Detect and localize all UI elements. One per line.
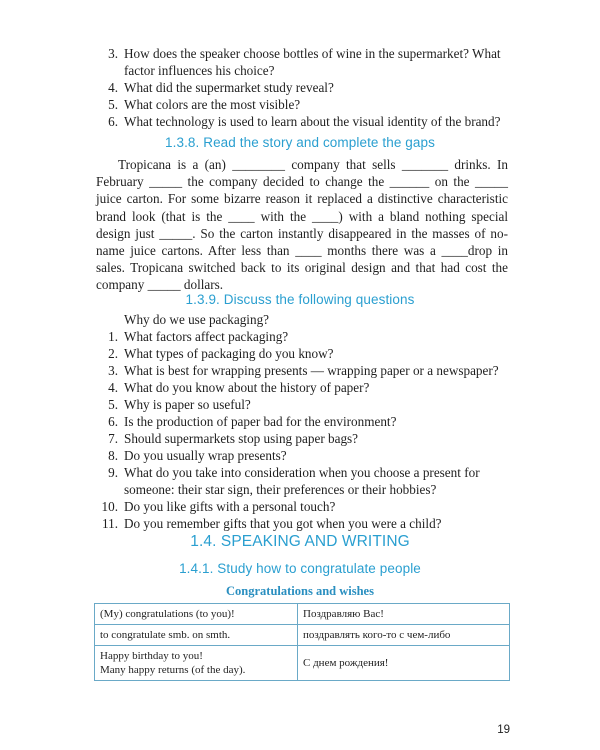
- question-item: [98, 515, 508, 532]
- question-text: What do you know about the history of paper?: [124, 380, 370, 395]
- story-text: Tropicana is a (an) ________ company that sells _______ drinks. In February _____ the company decided to change the ______ on the _____ juice carton. For some bizarre reason it replaced a distinctive characteristic brand look (that is the ____ with the ____) with a bland nothing special design just _____. So the carton instantly disappeared in the masses of no-name juice cartons. After less than ____ months there was a ____drop in sales. Tropicana switched back to its original design and that had cost the company _____ dollars.: [96, 157, 508, 293]
- page-number: 19: [497, 724, 510, 736]
- section-heading-1-4-1: 1.4.1. Study how to congratulate people: [179, 561, 421, 576]
- question-item: [98, 464, 508, 498]
- question-text: Why is paper so useful?: [124, 397, 251, 412]
- question-text: Why do we use packaging?: [124, 312, 270, 327]
- table-title: Congratulations and wishes: [226, 584, 374, 598]
- question-number: 3.: [108, 363, 118, 378]
- question-item: [98, 447, 508, 464]
- congratulations-table: [94, 603, 510, 681]
- question-text: What do you take into consideration when you choose a present for someone: their star sign, their preferences or their hobbies?: [124, 465, 480, 497]
- question-number: 10.: [101, 499, 118, 514]
- question-text: What technology is used to learn about the visual identity of the brand?: [124, 114, 501, 129]
- question-item: [98, 311, 508, 328]
- question-text: Should supermarkets stop using paper bags?: [124, 431, 359, 446]
- question-item: [98, 345, 508, 362]
- question-number: 3.: [108, 46, 118, 61]
- question-text: What did the supermarket study reveal?: [124, 80, 334, 95]
- english-phrase-cell: Happy birthday to you! Many happy returns (of the day).: [95, 646, 298, 681]
- question-number: 9.: [108, 465, 118, 480]
- section-heading-1-3-9: 1.3.9. Discuss the following questions: [185, 292, 415, 307]
- question-text: What is best for wrapping presents — wrapping paper or a newspaper?: [124, 363, 499, 378]
- question-text: Do you like gifts with a personal touch?: [124, 499, 336, 514]
- question-item: [98, 362, 508, 379]
- question-item: [98, 396, 508, 413]
- question-text: How does the speaker choose bottles of wine in the supermarket? What factor influences his choice?: [124, 46, 501, 78]
- question-text: Do you usually wrap presents?: [124, 448, 287, 463]
- question-list-continued: [98, 45, 508, 130]
- russian-translation-cell: Поздравляю Вас!: [298, 604, 510, 625]
- section-heading-1-3-8: 1.3.8. Read the story and complete the gaps: [165, 135, 435, 150]
- table-row: [95, 625, 510, 646]
- question-text: What factors affect packaging?: [124, 329, 289, 344]
- story-paragraph: [96, 156, 508, 294]
- question-number: [98, 311, 124, 328]
- question-number: 2.: [108, 346, 118, 361]
- question-item: [98, 430, 508, 447]
- question-number: 11.: [102, 516, 118, 531]
- section-heading-1-4: 1.4. SPEAKING AND WRITING: [190, 533, 410, 550]
- question-item: [98, 45, 508, 79]
- question-number: 5.: [108, 397, 118, 412]
- question-item: [98, 79, 508, 96]
- question-number: 6.: [108, 114, 118, 129]
- question-number: 6.: [108, 414, 118, 429]
- question-number: 7.: [108, 431, 118, 446]
- discussion-question-list: [98, 311, 508, 532]
- question-number: 1.: [108, 329, 118, 344]
- russian-translation-cell: С днем рождения!: [298, 646, 510, 681]
- question-number: 5.: [108, 97, 118, 112]
- table-row: [95, 604, 510, 625]
- question-text: What colors are the most visible?: [124, 97, 301, 112]
- question-number: 8.: [108, 448, 118, 463]
- question-text: What types of packaging do you know?: [124, 346, 334, 361]
- question-item: [98, 413, 508, 430]
- question-text: Do you remember gifts that you got when you were a child?: [124, 516, 442, 531]
- question-number: 4.: [108, 380, 118, 395]
- russian-translation-cell: поздравлять кого-то с чем-либо: [298, 625, 510, 646]
- question-item: [98, 96, 508, 113]
- question-number: 4.: [108, 80, 118, 95]
- question-item: [98, 328, 508, 345]
- question-text: Is the production of paper bad for the environment?: [124, 414, 397, 429]
- question-item: [98, 379, 508, 396]
- question-item: [98, 113, 508, 130]
- english-phrase-cell: (My) congratulations (to you)!: [95, 604, 298, 625]
- english-phrase-cell: to congratulate smb. on smth.: [95, 625, 298, 646]
- question-item: [98, 498, 508, 515]
- table-row: [95, 646, 510, 681]
